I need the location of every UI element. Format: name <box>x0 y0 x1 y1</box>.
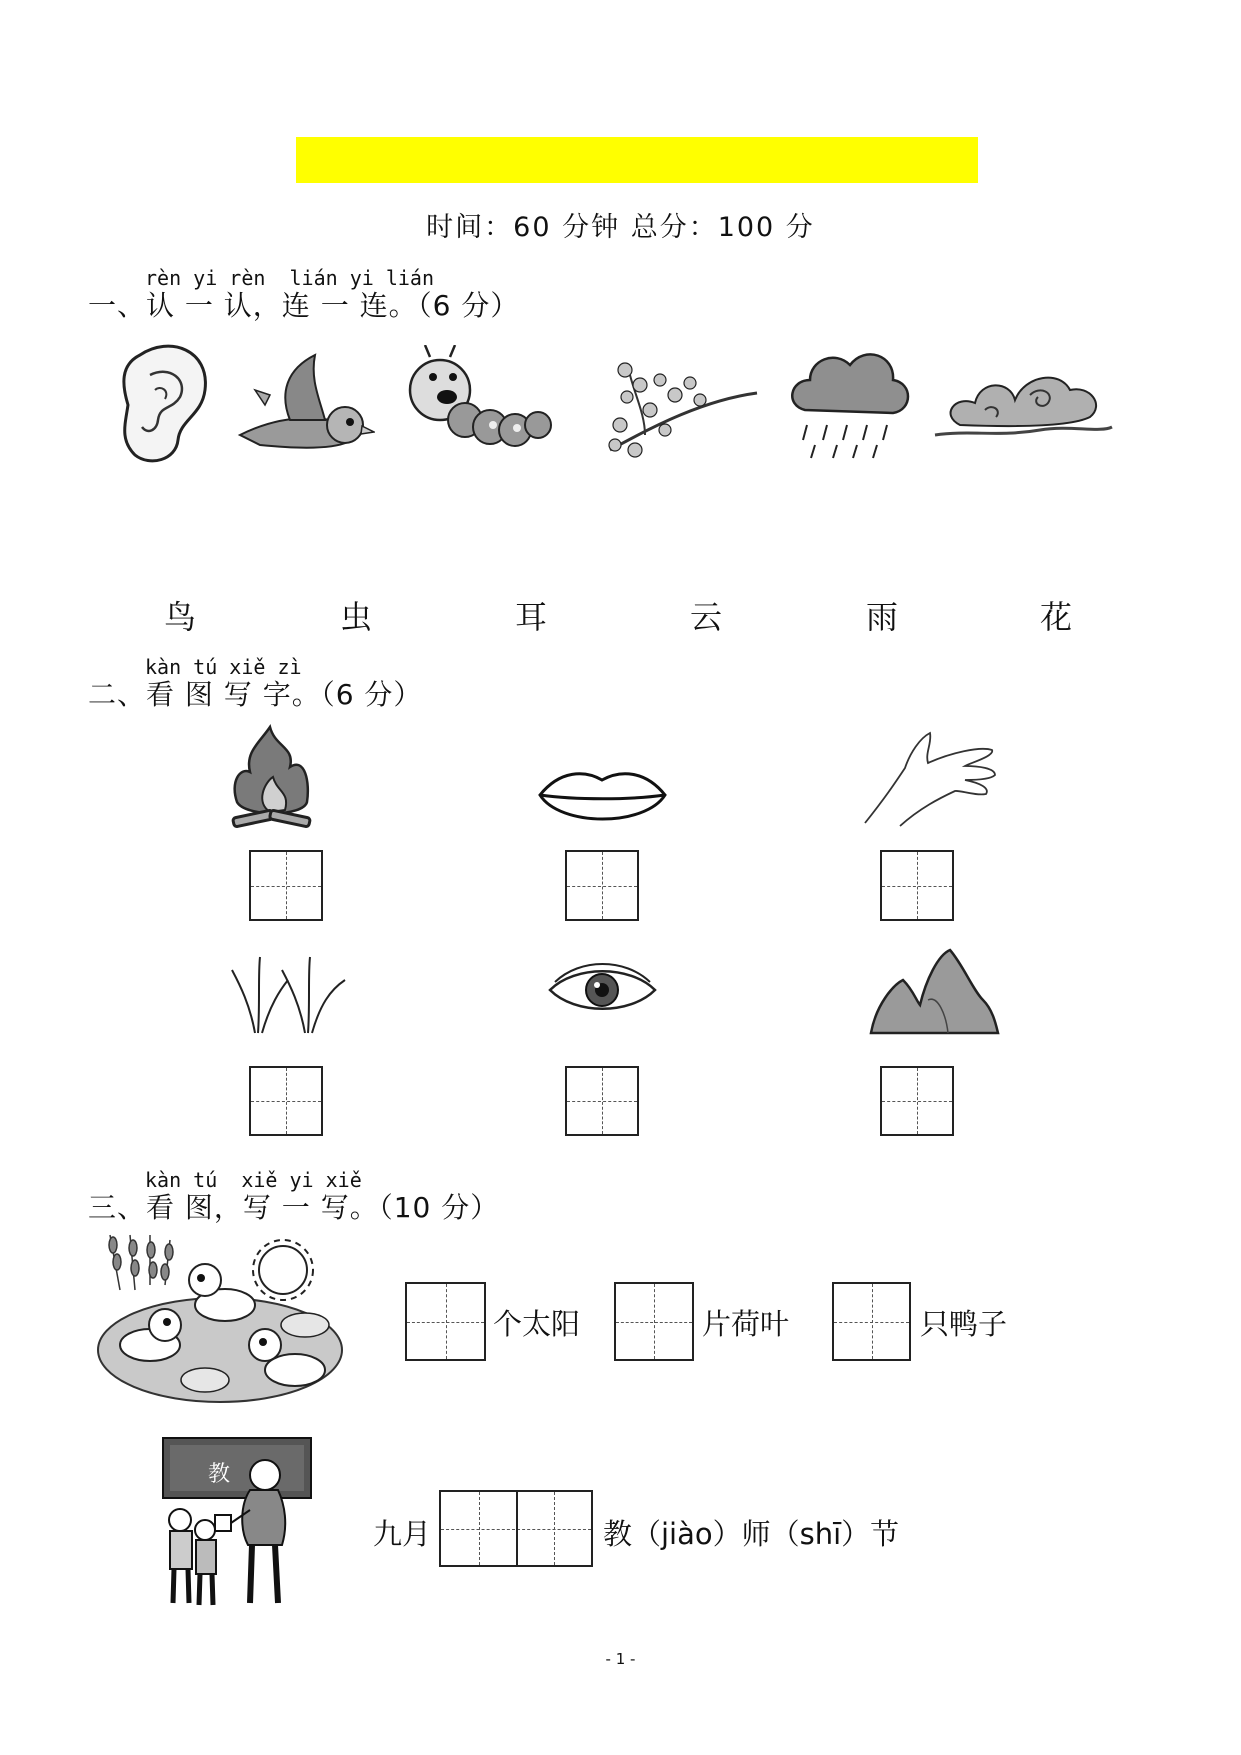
ear-picture <box>110 335 220 470</box>
write-box-duck-count[interactable] <box>832 1282 911 1361</box>
caterpillar-picture <box>405 345 555 455</box>
write-box-double[interactable] <box>439 1490 593 1567</box>
write-box-leaf-count[interactable] <box>614 1282 694 1361</box>
eye-picture <box>545 960 660 1020</box>
page-number: - 1 - <box>605 1650 636 1668</box>
mouth-picture <box>535 765 670 835</box>
exam-meta: 时间：60 分钟 总分：100 分 <box>426 212 815 243</box>
leaf-count-label: 片荷叶 <box>702 1307 790 1341</box>
title-highlight-bar <box>296 137 978 183</box>
char-insect: 虫 <box>340 598 373 636</box>
write-box-eye[interactable] <box>565 1066 639 1136</box>
blossom-branch-picture <box>605 355 760 465</box>
section3-pinyin: kàn tú xiě yi xiě <box>145 1168 362 1192</box>
write-box-mouth[interactable] <box>565 850 639 921</box>
char-bird: 鸟 <box>164 598 197 636</box>
bird-picture <box>230 350 375 460</box>
char-rain: 雨 <box>866 598 899 636</box>
month-prefix: 九月 <box>373 1517 432 1551</box>
hand-picture <box>860 728 1000 828</box>
section2-pinyin: kàn tú xiě zì <box>145 655 302 679</box>
sun-count-label: 个太阳 <box>493 1307 581 1341</box>
write-box-fire[interactable] <box>249 850 323 921</box>
teachers-day-picture <box>160 1435 315 1610</box>
char-flower: 花 <box>1040 598 1073 636</box>
char-ear: 耳 <box>515 598 548 636</box>
section1-title: 一、认 一 认，连 一 连。（6 分） <box>88 289 520 322</box>
write-box-hand[interactable] <box>880 850 954 921</box>
teachers-day-suffix: 教（jiào）师（shī）节 <box>603 1517 900 1551</box>
write-box-grass[interactable] <box>249 1066 323 1136</box>
fire-picture <box>225 722 320 832</box>
section1-pinyin: rèn yi rèn lián yi lián <box>145 266 434 290</box>
grass-picture <box>230 955 350 1035</box>
pond-ducks-picture <box>95 1230 345 1405</box>
cloud-picture <box>930 355 1115 445</box>
char-cloud: 云 <box>690 598 723 636</box>
blackboard-text: 教 <box>208 1462 231 1487</box>
write-box-mountain[interactable] <box>880 1066 954 1136</box>
section3-title: 三、看 图，写 一 写。（10 分） <box>88 1191 500 1224</box>
mountain-picture <box>868 945 1000 1037</box>
write-box-sun-count[interactable] <box>405 1282 486 1361</box>
duck-count-label: 只鸭子 <box>920 1307 1008 1341</box>
section2-title: 二、看 图 写 字。（6 分） <box>88 678 423 711</box>
rain-cloud-picture <box>785 345 915 460</box>
